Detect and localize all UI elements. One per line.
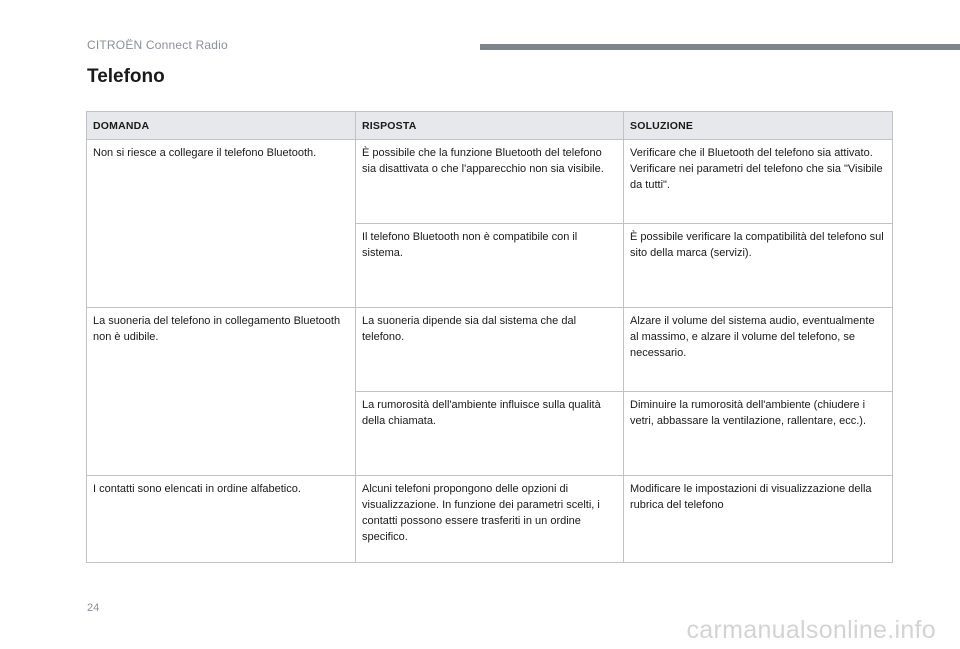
question-cell: Non si riesce a collegare il telefono Bluetooth.: [87, 140, 356, 308]
answer-cell: È possibile che la funzione Bluetooth del telefono sia disattivata o che l'apparecchio non sia visibile.: [356, 140, 624, 224]
answer-cell: Alcuni telefoni propongono delle opzioni di visualizzazione. In funzione dei parametri scelti, i contatti possono essere trasferiti in un ordine specifico.: [356, 476, 624, 563]
table-row: [87, 476, 893, 563]
solution-cell: Alzare il volume del sistema audio, eventualmente al massimo, e alzare il volume del telefono, se necessario.: [624, 308, 893, 392]
column-header-domanda: DOMANDA: [87, 112, 356, 140]
solution-cell: [624, 140, 893, 224]
faq-table: [86, 111, 893, 563]
table-row: [87, 140, 893, 224]
solution-line: Verificare che il Bluetooth del telefono sia attivato. Verificare nei parametri del telefono che sia "Visibile da tutti".: [630, 147, 883, 191]
page-title: Telefono: [87, 66, 165, 87]
page-number: 24: [87, 602, 100, 614]
header-brand: CITROËN Connect Radio: [87, 38, 228, 52]
question-cell: La suoneria del telefono in collegamento Bluetooth non è udibile.: [87, 308, 356, 476]
question-cell: I contatti sono elencati in ordine alfabetico.: [87, 476, 356, 563]
answer-cell: La suoneria dipende sia dal sistema che dal telefono.: [356, 308, 624, 392]
header-bar: [480, 44, 960, 50]
table-row: [87, 308, 893, 392]
table-header-row: [87, 112, 893, 140]
column-header-soluzione: SOLUZIONE: [624, 112, 893, 140]
answer-cell: Il telefono Bluetooth non è compatibile con il sistema.: [356, 224, 624, 308]
answer-cell: La rumorosità dell'ambiente influisce sulla qualità della chiamata.: [356, 392, 624, 476]
column-header-risposta: RISPOSTA: [356, 112, 624, 140]
solution-cell: È possibile verificare la compatibilità del telefono sul sito della marca (servizi).: [624, 224, 893, 308]
solution-cell: Modificare le impostazioni di visualizzazione della rubrica del telefono: [624, 476, 893, 563]
solution-cell: Diminuire la rumorosità dell'ambiente (chiudere i vetri, abbassare la ventilazione, rallentare, ecc.).: [624, 392, 893, 476]
watermark-link[interactable]: carmanualsonline.info: [686, 616, 936, 644]
